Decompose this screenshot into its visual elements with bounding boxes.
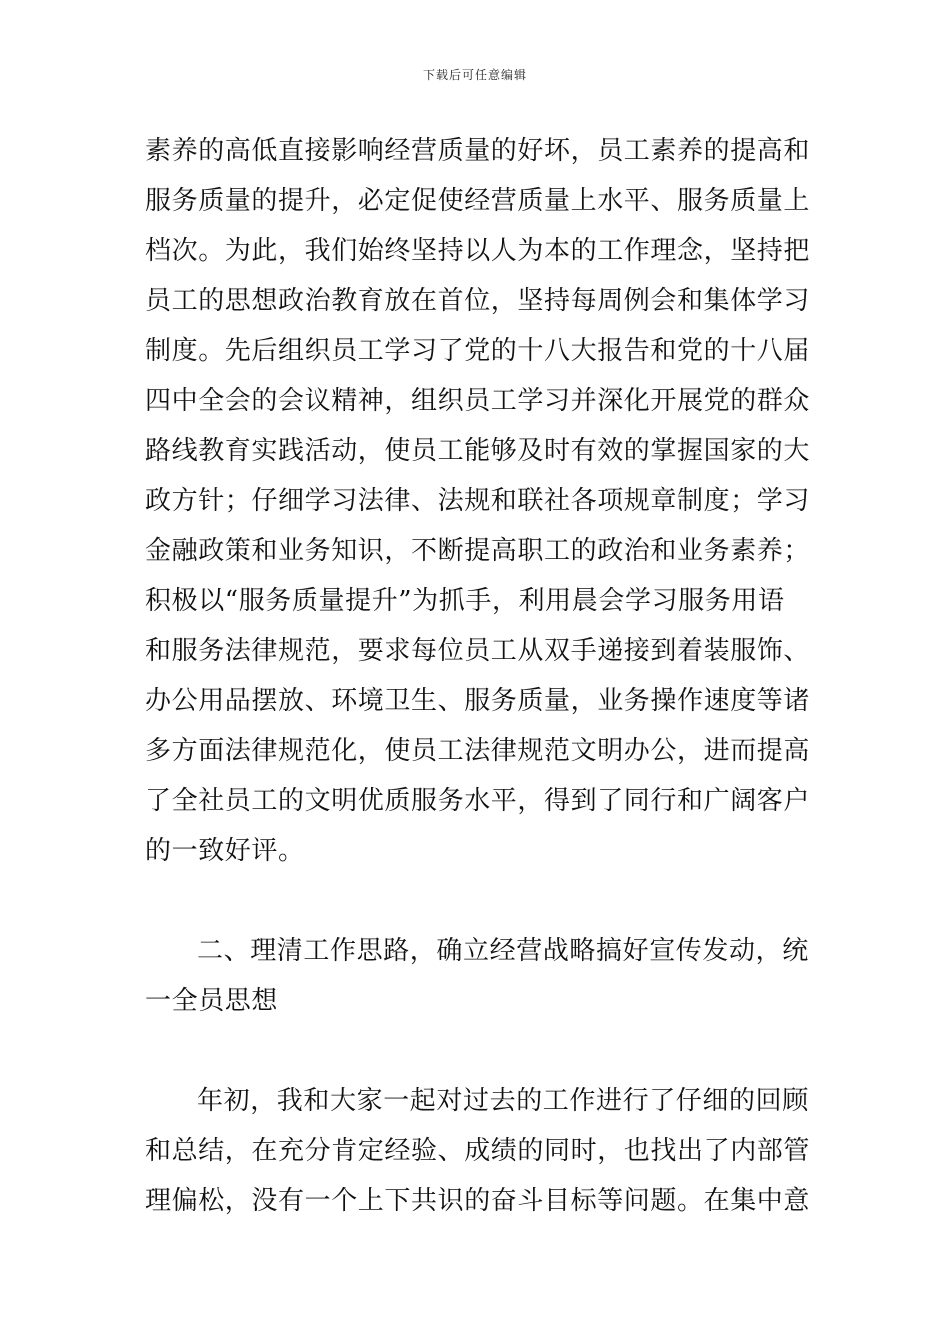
paragraph-line: 和总结，在充分肯定经验、成绩的同时，也找出了内部管 [145, 1136, 811, 1166]
paragraph-1 [145, 126, 810, 876]
paragraph-line: 和服务法律规范，要求每位员工从双手递接到着装服饰、 [145, 636, 811, 666]
paragraph-line: 年初，我和大家一起对过去的工作进行了仔细的回顾 [197, 1086, 809, 1116]
paragraph-line: 素养的高低直接影响经营质量的好坏，员工素养的提高和 [145, 136, 811, 166]
paragraph-line: 政方针；仔细学习法律、法规和联社各项规章制度；学习 [145, 486, 811, 516]
section-heading-2 [145, 926, 810, 1026]
paragraph-line: 金融政策和业务知识，不断提高职工的政治和业务素养； [145, 536, 811, 566]
paragraph-line: 办公用品摆放、环境卫生、服务质量，业务操作速度等诸 [145, 686, 811, 716]
paragraph-line: 的一致好评。 [145, 836, 305, 866]
paragraph-line: 员工的思想政治教育放在首位，坚持每周例会和集体学习 [145, 286, 811, 316]
heading-line: 二、理清工作思路，确立经营战略搞好宣传发动，统 [197, 936, 809, 966]
paragraph-gap [145, 876, 810, 926]
document-body [145, 126, 810, 1226]
paragraph-3 [145, 1076, 810, 1226]
heading-line: 一全员思想 [145, 986, 279, 1016]
paragraph-line: 服务质量的提升，必定促使经营质量上水平、服务质量上 [145, 186, 811, 216]
page-header-note: 下载后可任意编辑 [422, 68, 527, 82]
paragraph-gap [145, 1026, 810, 1076]
paragraph-line: 制度。先后组织员工学习了党的十八大报告和党的十八届 [145, 336, 811, 366]
paragraph-line: 路线教育实践活动，使员工能够及时有效的掌握国家的大 [145, 436, 811, 466]
paragraph-line: 积极以“服务质量提升”为抓手，利用晨会学习服务用语 [145, 586, 785, 616]
paragraph-line: 多方面法律规范化，使员工法律规范文明办公，进而提高 [145, 736, 811, 766]
paragraph-line: 了全社员工的文明优质服务水平，得到了同行和广阔客户 [145, 786, 811, 816]
paragraph-line: 四中全会的会议精神，组织员工学习并深化开展党的群众 [145, 386, 811, 416]
paragraph-line: 理偏松，没有一个上下共识的奋斗目标等问题。在集中意 [145, 1186, 811, 1216]
paragraph-line: 档次。为此，我们始终坚持以人为本的工作理念，坚持把 [145, 236, 811, 266]
